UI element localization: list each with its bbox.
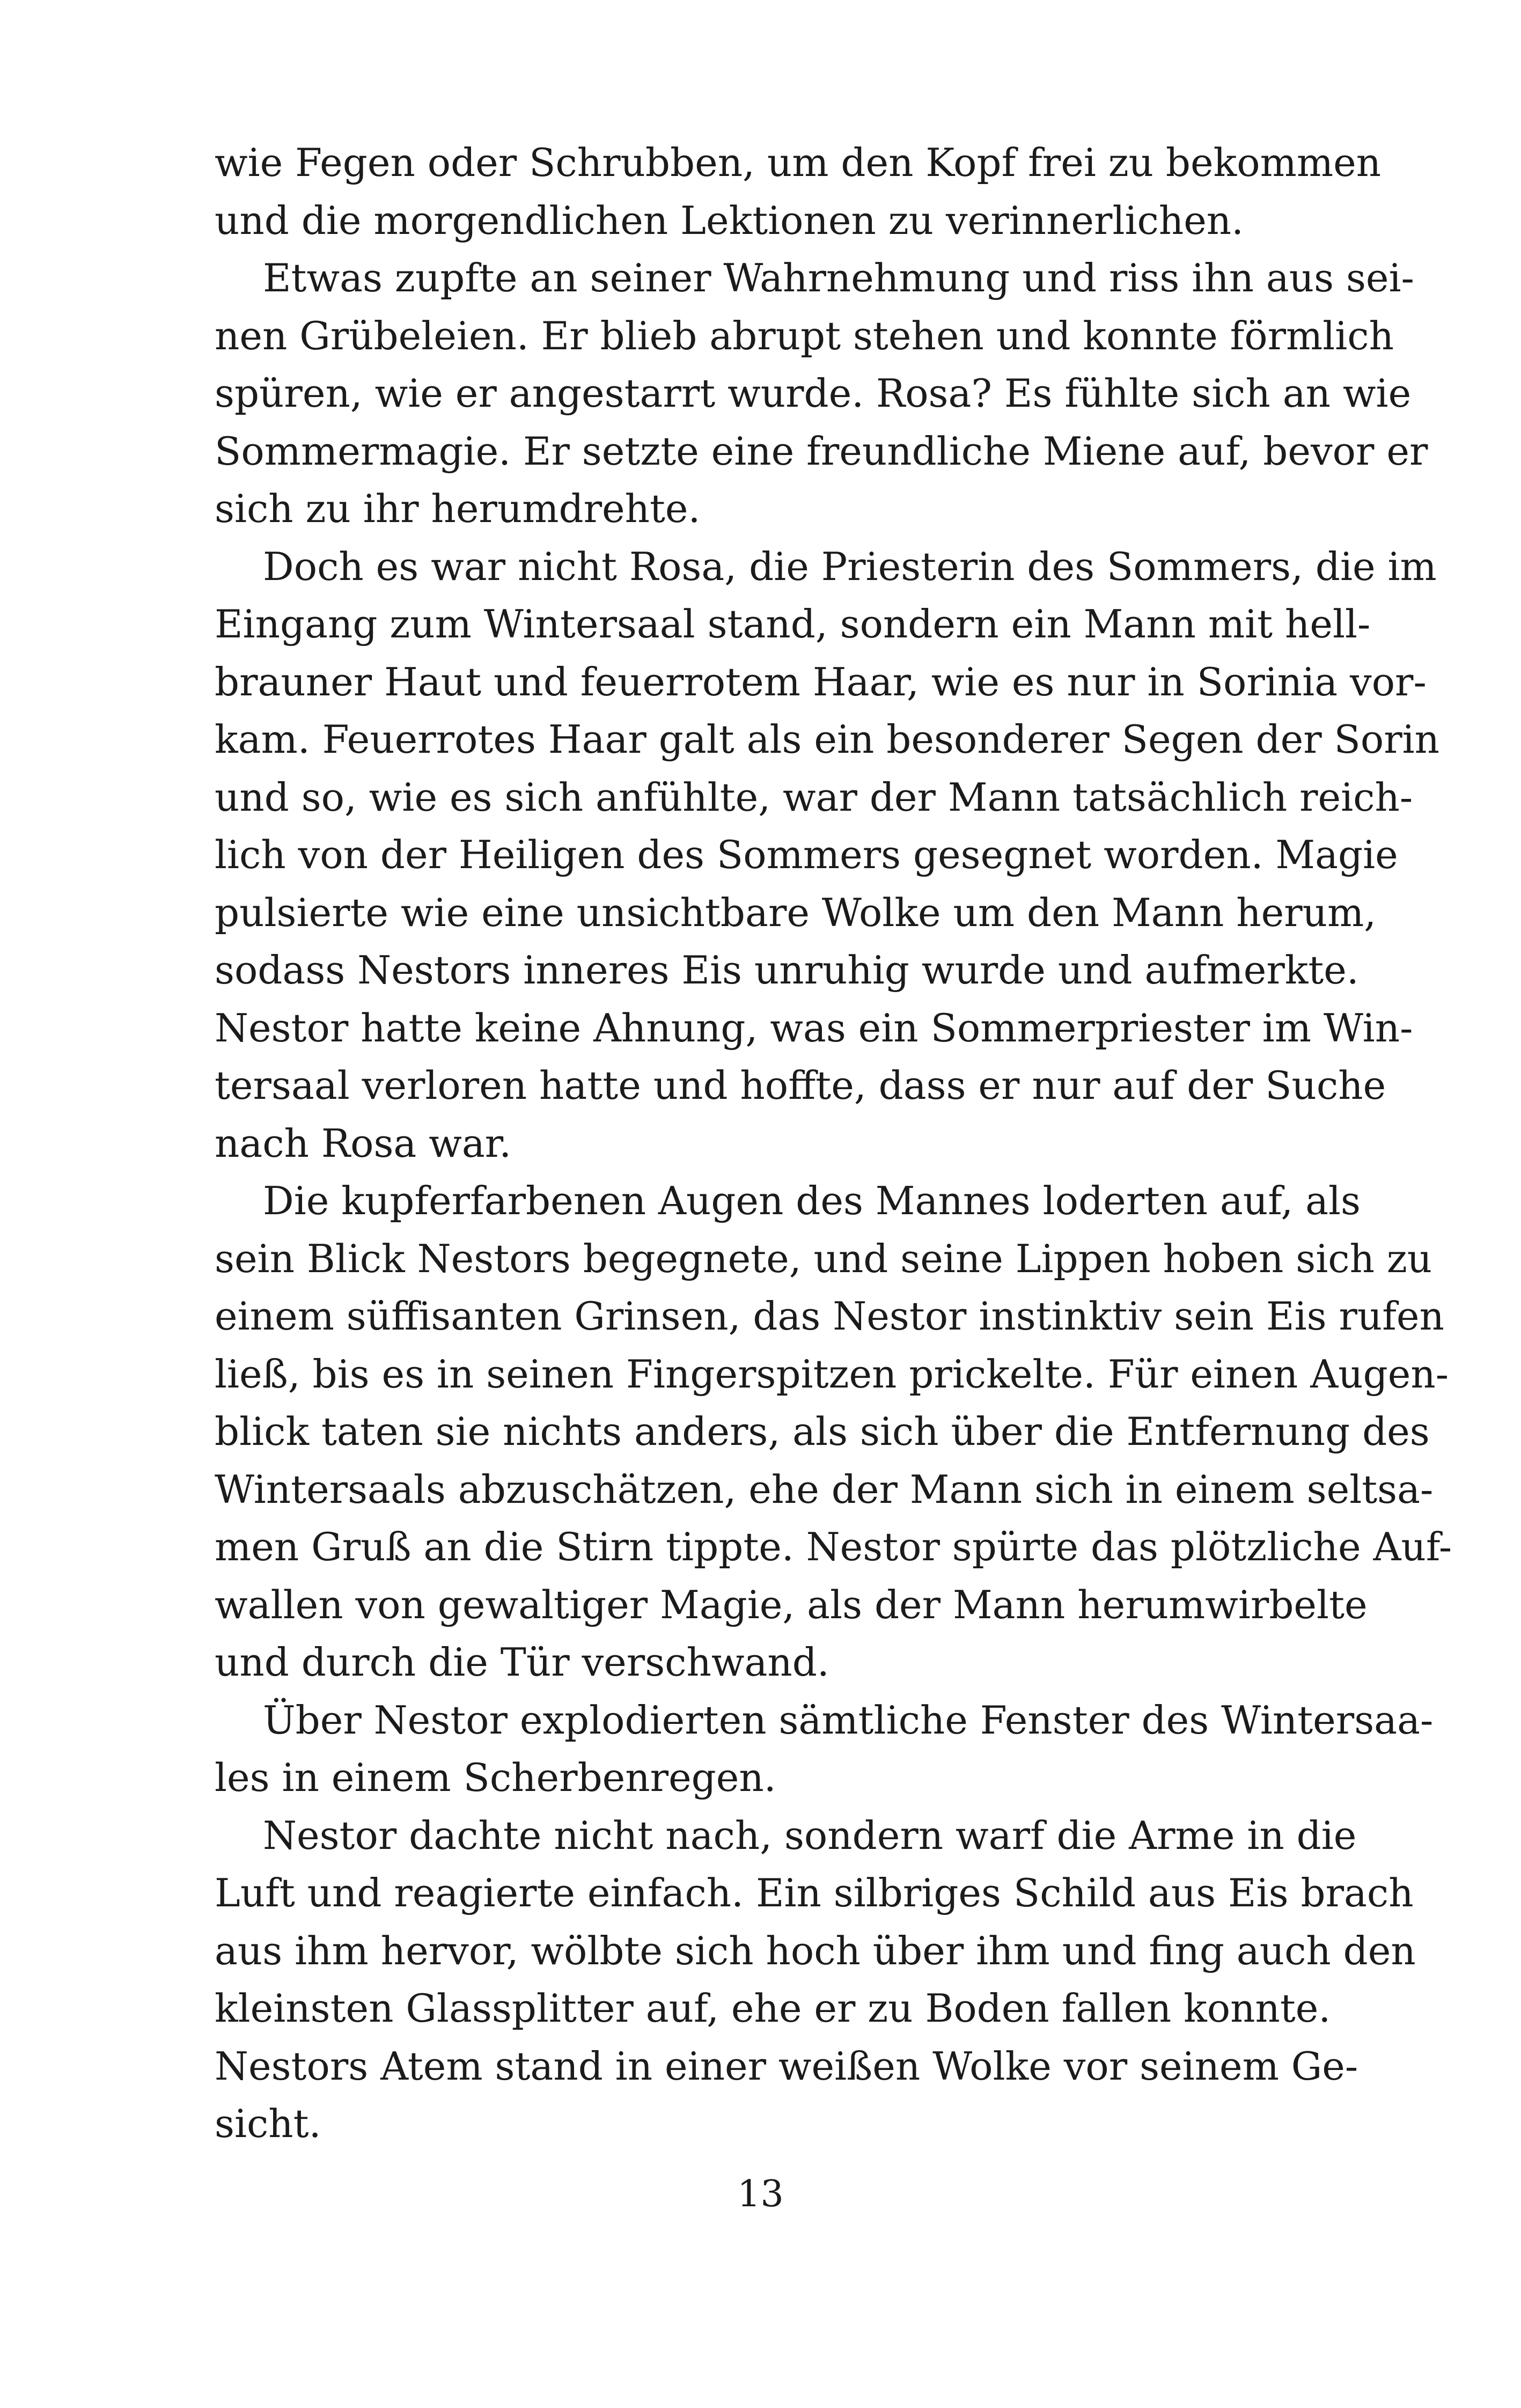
text-line: und die morgendlichen Lektionen zu verinnerlichen. (215, 197, 1244, 243)
page-number: 13 (737, 2173, 784, 2215)
text-line: wallen von gewaltiger Magie, als der Mann herumwirbelte (215, 1582, 1368, 1627)
text-line: und so, wie es sich anfühlte, war der Mann tatsächlich reich- (215, 774, 1413, 820)
paragraph-4 (215, 1172, 1452, 1692)
text-line: nach Rosa war. (215, 1120, 512, 1166)
paragraph-1 (215, 134, 1382, 249)
text-line: brauner Haut und feuerrotem Haar, wie es nur in Sorinia vor- (215, 659, 1427, 704)
text-line: und durch die Tür verschwand. (215, 1640, 829, 1685)
text-line: sein Blick Nestors begegnete, und seine Lippen hoben sich zu (215, 1236, 1432, 1281)
text-line: sodass Nestors inneres Eis unruhig wurde und aufmerkte. (215, 948, 1359, 993)
text-line: men Gruß an die Stirn tippte. Nestor spürte das plötzliche Auf- (215, 1524, 1452, 1569)
text-line: sicht. (215, 2101, 321, 2146)
text-line: Doch es war nicht Rosa, die Priesterin des Sommers, die im (263, 544, 1437, 589)
text-line: lich von der Heiligen des Sommers gesegnet worden. Magie (215, 832, 1398, 877)
text-line: Nestors Atem stand in einer weißen Wolke vor seinem Ge- (215, 2043, 1358, 2089)
text-line: wie Fegen oder Schrubben, um den Kopf frei zu bekommen (215, 140, 1382, 185)
text-line: kam. Feuerrotes Haar galt als ein besonderer Segen der Sorin (215, 717, 1440, 762)
text-line: nen Grübeleien. Er blieb abrupt stehen und konnte förmlich (215, 313, 1394, 358)
text-line: Wintersaals abzuschätzen, ehe der Mann sich in einem seltsa- (215, 1466, 1434, 1512)
text-line: kleinsten Glassplitter auf, ehe er zu Boden fallen konnte. (215, 1986, 1331, 2031)
text-line: tersaal verloren hatte und hoffte, dass er nur auf der Suche (215, 1063, 1386, 1108)
text-line: sich zu ihr herumdrehte. (215, 486, 701, 531)
paragraph-2 (215, 249, 1428, 538)
text-line: Sommermagie. Er setzte eine freundliche Miene auf, bevor er (215, 428, 1428, 474)
text-line: einem süffisanten Grinsen, das Nestor instinktiv sein Eis rufen (215, 1294, 1444, 1339)
body-text (215, 134, 1452, 2153)
text-line: Luft und reagierte einfach. Ein silbriges Schild aus Eis brach (215, 1870, 1414, 1915)
text-line: Die kupferfarbenen Augen des Mannes loderten auf, als (263, 1178, 1361, 1223)
paragraph-5 (215, 1692, 1434, 1807)
paragraph-3 (215, 538, 1440, 1173)
text-line: ließ, bis es in seinen Fingerspitzen prickelte. Für einen Augen- (215, 1351, 1449, 1397)
text-line: pulsierte wie eine unsichtbare Wolke um den Mann herum, (215, 890, 1377, 935)
text-line: aus ihm hervor, wölbte sich hoch über ihm und fing auch den (215, 1928, 1416, 1973)
text-line: spüren, wie er angestarrt wurde. Rosa? Es fühlte sich an wie (215, 371, 1412, 416)
text-line: Etwas zupfte an seiner Wahrnehmung und riss ihn aus sei- (263, 255, 1414, 300)
text-line: Über Nestor explodierten sämtliche Fenster des Wintersaa- (263, 1697, 1434, 1743)
text-line: blick taten sie nichts anders, als sich über die Entfernung des (215, 1409, 1430, 1454)
text-line: les in einem Scherbenregen. (215, 1755, 776, 1800)
text-line: Nestor hatte keine Ahnung, was ein Sommerpriester im Win- (215, 1005, 1413, 1051)
paragraph-6 (215, 1807, 1416, 2153)
text-line: Nestor dachte nicht nach, sondern warf die Arme in die (263, 1812, 1357, 1858)
text-line: Eingang zum Wintersaal stand, sondern ein Mann mit hell- (215, 601, 1371, 647)
